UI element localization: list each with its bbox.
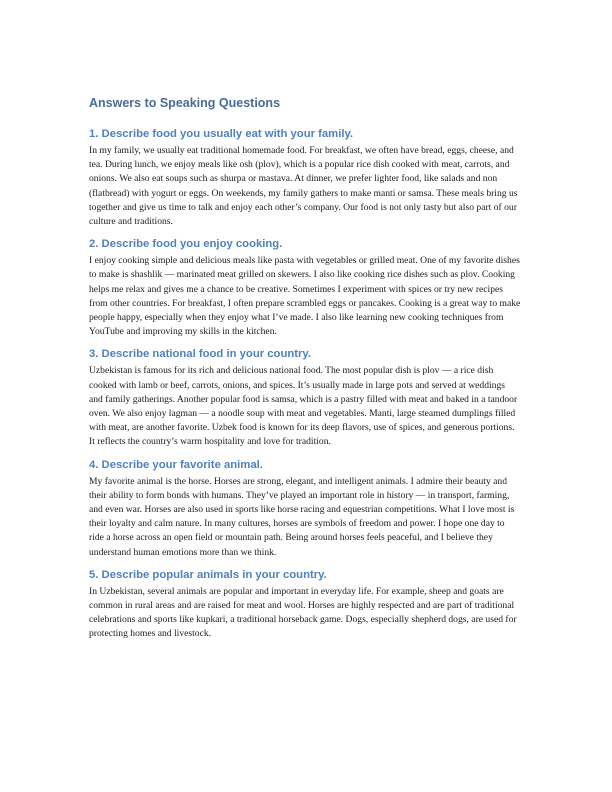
- document-title: Answers to Speaking Questions: [89, 96, 281, 110]
- section-4: [89, 458, 521, 560]
- section-2: [89, 237, 521, 339]
- section-heading: 1. Describe food you usually eat with your family.: [89, 128, 354, 140]
- document-content: [89, 95, 521, 650]
- section-paragraph: My favorite animal is the horse. Horses are strong, elegant, and intelligent animals. I admire their beauty and their ability to form bonds with humans. They’ve played an important role in history — in transport, farming, and even war. Horses are also used in sports like horse racing and equestrian competitions. What I love most is their loyalty and calm nature. In many cultures, horses are symbols of freedom and power. I hope one day to ride a horse across an open field or mountain path. Being around horses feels peaceful, and I believe they understand human emotions more than we think.: [89, 475, 515, 558]
- section-heading: 2. Describe food you enjoy cooking.: [89, 238, 283, 251]
- section-3: [89, 347, 521, 449]
- section-paragraph: I enjoy cooking simple and delicious meals like pasta with vegetables or grilled meat. One of my favorite dishes to make is shashlik — marinated meat grilled on skewers. I also like cooking rice dishes such as plov. Cooking helps me relax and gives me a chance to be creative. Sometimes I experiment with spices or try new recipes from other countries. For breakfast, I often prepare scrambled eggs or pancakes. Cooking is a great way to make people happy, especially when they enjoy what I’ve made. I also like learning new cooking techniques from YouTube and improving my skills in the kitchen.: [89, 255, 521, 338]
- section-paragraph: Uzbekistan is famous for its rich and delicious national food. The most popular dish is plov — a rice dish cooked with lamb or beef, carrots, onions, and spices. It’s usually made in large pots and served at weddings and family gatherings. Another popular food is samsa, which is a pastry filled with meat and baked in a tandoor oven. We also enjoy lagman — a noodle soup with meat and vegetables. Manti, large steamed dumplings filled with meat, are another favorite. Uzbek food is known for its deep flavors, use of spices, and generous portions. It reflects the country’s warm hospitality and love for tradition.: [89, 365, 518, 448]
- section-paragraph: In Uzbekistan, several animals are popular and important in everyday life. For example, sheep and goats are common in rural areas and are raised for meat and wool. Horses are highly respected and are part of traditional celebrations and sports like kupkari, a traditional horseback game. Dogs, especially shepherd dogs, are used for protecting homes and livestock.: [89, 585, 517, 640]
- section-heading: 5. Describe popular animals in your country.: [89, 568, 327, 581]
- section-heading: 4. Describe your favorite animal.: [89, 458, 263, 471]
- section-heading: 3. Describe national food in your country.: [89, 348, 311, 361]
- section-5: [89, 568, 521, 642]
- section-1: [89, 127, 521, 229]
- section-paragraph: In my family, we usually eat traditional homemade food. For breakfast, we often have bread, eggs, cheese, and tea. During lunch, we enjoy meals like osh (plov), which is a popular rice dish cooked with meat, carrots, and onions. We also eat soups such as shurpa or mastava. At dinner, we prefer lighter food, like salads and non (flatbread) with yogurt or eggs. On weekends, my family gathers to make manti or samsa. These meals bring us together and give us time to talk and enjoy each other’s company. Our food is not only tasty but also part of our culture and traditions.: [89, 145, 518, 228]
